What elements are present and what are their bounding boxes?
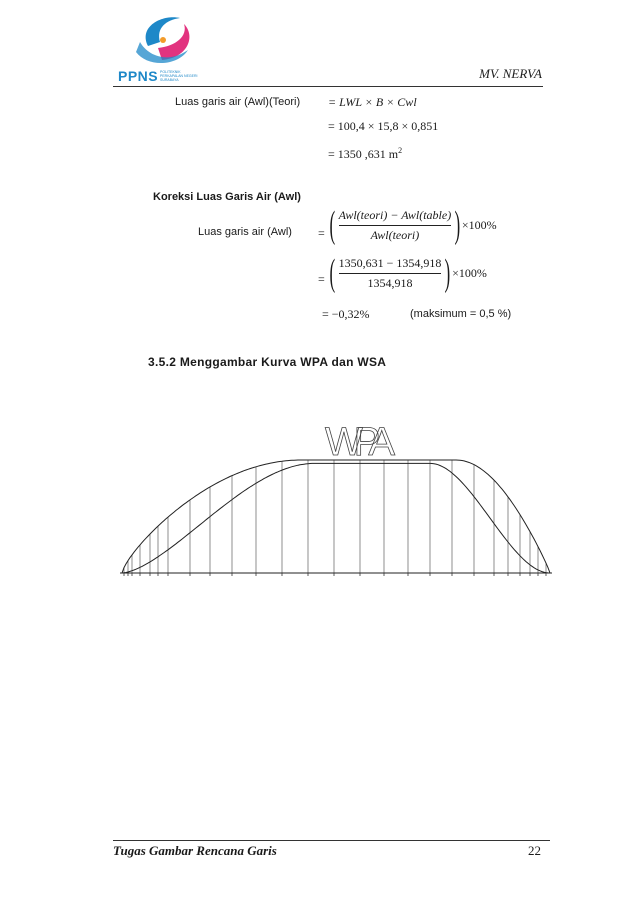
left-paren: (	[329, 204, 336, 246]
koreksi-maksimum: (maksimum = 0,5 %)	[410, 308, 512, 320]
wpa-curve	[122, 460, 550, 573]
koreksi-fraction-2	[326, 254, 487, 292]
fraction-bar	[339, 273, 442, 274]
fraction-2-numerator: 1350,631 − 1354,918	[338, 255, 442, 270]
fraction-1-denominator: Awl(teori)	[370, 227, 420, 242]
header-divider	[113, 86, 543, 87]
fraction-2-denominator: 1354,918	[367, 275, 413, 290]
awl-substitution: = 100,4 × 15,8 × 0,851	[328, 119, 439, 133]
koreksi-result: = −0,32%	[322, 307, 370, 321]
left-paren: (	[329, 252, 336, 294]
logo-subtext: POLITEKNIK PERKAPALAN NEGERI SURABAYA	[160, 70, 198, 82]
fraction-box-2	[339, 256, 442, 291]
right-paren: )	[444, 252, 451, 294]
fraction-1-numerator: Awl(teori) − Awl(table)	[338, 207, 452, 222]
koreksi-equals: =	[318, 226, 325, 240]
station-lines	[124, 460, 546, 573]
ship-name: MV. NERVA	[479, 66, 542, 81]
awl-result	[328, 146, 402, 162]
ppns-logo-icon	[118, 6, 208, 76]
page-number: 22	[528, 843, 541, 858]
footer-divider	[113, 840, 550, 841]
awl-formula: = LWL × B × Cwl	[328, 95, 417, 109]
awl-teori-label: Luas garis air (Awl)(Teori)	[175, 96, 301, 108]
wpa-chart	[110, 405, 560, 585]
logo-text: PPNS	[118, 68, 159, 84]
chart-title-text: WPA	[325, 420, 395, 464]
footer-title: Tugas Gambar Rencana Garis	[113, 843, 277, 858]
fraction-1-multiplier: ×100%	[461, 217, 497, 232]
fraction-bar	[339, 225, 452, 226]
koreksi-fraction-1	[326, 206, 497, 244]
chart-title	[325, 420, 395, 464]
fraction-2-multiplier: ×100%	[452, 265, 487, 280]
right-paren: )	[454, 204, 461, 246]
awl-result-exponent: 2	[398, 146, 403, 155]
wsa-curve	[122, 463, 550, 573]
koreksi-label: Luas garis air (Awl)	[198, 226, 292, 238]
koreksi-equals-2: =	[318, 272, 325, 286]
fraction-box-1	[339, 208, 452, 243]
subsection-title: 3.5.2 Menggambar Kurva WPA dan WSA	[148, 355, 387, 369]
koreksi-title: Koreksi Luas Garis Air (Awl)	[153, 191, 301, 203]
awl-result-value: = 1350 ,631 m	[328, 147, 399, 161]
